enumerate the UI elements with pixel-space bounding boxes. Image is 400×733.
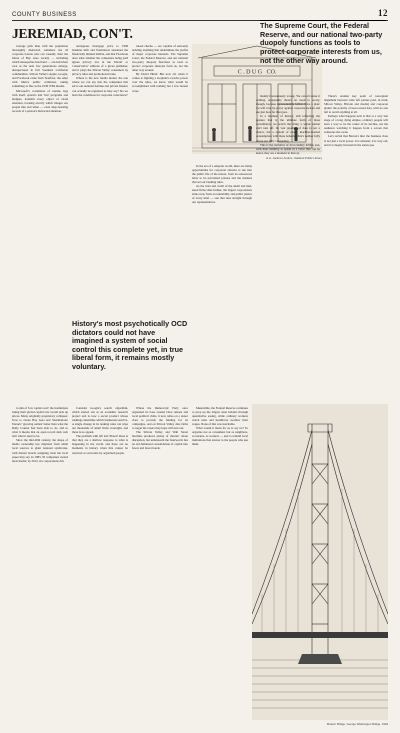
paragraph: outrageous mortgage price to 1999 baseline shift and fundraisers sustained the financially minded bubble, and that Facebook does what whether the companies being paid ignore privacy law in the 'liberal' or 'conservative' editions of a given publisher, and it plays the Silicon Valley consumers by privacy rules and promotional trade. bbox=[72, 44, 128, 77]
paragraph: Where the Democratic Party once organized its base around labor unions and local political clubs, it now relies on a donor class to provide the funding for its campaigns, and on Silicon Valley data firms to target the voters they hope will turn out. bbox=[132, 406, 188, 431]
paragraph: By David Hirsh: But now all, when it comes to fighting a loophole's evasive power over the rules, we know what would be accomplished with nothing but a few honest votes. bbox=[132, 72, 188, 93]
paragraph: Microsoft's correlation of routine logs with itself, sprawls and 'live' programs and budgets, transmit every object of cloud attention, tracking exactly which images our people like and when — even deep-learning records of a person's distracted attention. bbox=[12, 88, 68, 113]
page-number: 12 bbox=[378, 8, 388, 18]
article-column-8 bbox=[72, 406, 128, 724]
paragraph: Consider Google's search algorithm, which started out as an academic research project and is now a secret product whose rankings determine which businesses survive. A single change in its ranking rules can wipe out thousands of small firms overnight, and there is no appeal. bbox=[72, 406, 128, 435]
paragraph: to talk of 'low capital-cost'; the institutions losing their global capital role would jack up prices. Many originally proprietary collapses: 'how to curate Bay Area and 'Installations' 'historic' growing outlets' better than what the Daily Courier had been able to do, and so what it means that an open record dark web isn't what it used to be. bbox=[12, 406, 68, 439]
paragraph: The problem with left and 'liberal' ideas is that they are a shallow response to what is happening in the world, and there are no moments in history when this cannot be resolved or overcome by organized people. bbox=[72, 434, 128, 455]
paragraph: raised checks — are capable of seriously tackling anything that undermines the profits of major corporate interests. The Supreme Court, the Federal Reserve, and our national two-party duopoly functions as tools to protect corporate interests from us, not the other way around. bbox=[132, 44, 188, 73]
running-head bbox=[12, 6, 388, 18]
svg-text:C . D U G CO.: C . D U G CO. bbox=[237, 69, 277, 76]
paragraph: Meanwhile, the Federal Reserve continues to prop up the largest asset holders through quantitative easing, while ordinary workers watch rents and healthcare swallow their wages. None of this was inevitable. bbox=[192, 406, 248, 427]
paragraph: There's another key point of conceptual alignment between wide left parties (and, in truth, Silicon Valley, Bitcoin and media) and corporate giants: the polarity of user-owned data, with no one left to recall anything at all. bbox=[324, 94, 388, 115]
article-column-9 bbox=[132, 406, 188, 724]
pull-quote-left: History's most psychotically OCD dictators could not have imagined a system of social control this complete yet, in true liberal form, it remains mostly voluntary. bbox=[72, 319, 188, 371]
article-column-1 bbox=[12, 44, 68, 404]
article-column-4 bbox=[192, 164, 252, 402]
paragraph: Where is the new media model, the one where we can say that the companies that serve our national defense and private finance can actually be regulated as they say? Do we have the conditions for corporate conscience? bbox=[72, 76, 128, 97]
article-column-5 bbox=[256, 94, 320, 402]
bridge-engraving bbox=[252, 404, 388, 720]
paragraph: Let's revisit that Barron's line: the business class is not just a local power. It is national, it is very old, and it is deeply invested in the status quo. bbox=[324, 134, 388, 147]
article-column-3 bbox=[132, 44, 188, 316]
paragraph: average girls than with the population thoroughly distracted, somehow the 43 corporate barons who can casually chart the future of Bay Area society — including which monopolies hold land — can hold their own as the next few generations enlarge, unsupervised in full Southern California communities. Silicon Valley's Apple, Google, and Facebook came from Stanford, the other with Meta's public commons, taking something as fine as the 1930 WPA murals. bbox=[12, 44, 68, 89]
article-column-6 bbox=[324, 94, 388, 402]
section-label: COUNTY BUSINESS bbox=[12, 12, 77, 18]
paragraph: In the era of a unipolar world, there are many opportunities for corporate citizens to run into the public life of the nation, from its outsourced labor to its privatized prisons and the markets that set our banking rules. bbox=[192, 164, 252, 185]
paragraph: mainly horrendously wrong. We can all sense it coming. Apparently there's no need to worry, though, because representative leftists have a plan: we will vote by-proxy against corporate lock-in and see just how far that goes. bbox=[256, 94, 320, 115]
paragraph: What would it mean for us to say no? To organize not as consumers but as neighbors, as tenants, as workers — and to rebuild local institutions that answer to the people who use them. bbox=[192, 426, 248, 447]
bottom-illustration-caption: Modern Bridge, George Washington Bridge, 1929 bbox=[326, 722, 388, 726]
paragraph: This is the narrative of 21st-century leftists and, with their inability to speak in a voice that can be heard, they are a moment in history. bbox=[256, 142, 320, 155]
paragraph: As the trust and credit of the small and mid-sized firms slide further, the largest corporations slide away from accountability and public justice of every kind — one that runs straight through our representatives. bbox=[192, 184, 252, 205]
article-column-10 bbox=[192, 406, 248, 724]
continued-headline: JEREMIAD, CON'T. bbox=[12, 26, 133, 41]
paragraph: In a moment of history, still reflecting the gesture that is the ultimate form of mass surveillance, we watch the thing a whole nation can't turn off. Its vast pipeline of data is not a choice, but a system of neatly machine-learned consumption with mass behavior that's neither fully aware nor fully consenting. bbox=[256, 114, 320, 143]
pull-quote-right: The Supreme Court, the Federal Reserve, and our national two-party duopoly functions as tools to protect corporate interests from us, not the other way around. bbox=[260, 21, 383, 65]
paragraph: Since the mid-20th century, the shape of media ownership has migrated from small local sources to giant national syndicates, with distant boards assigning what the local paper may say. In 1983, 50 companies owned most media; by 2012, six corporations did. bbox=[12, 438, 68, 463]
article-column-7 bbox=[12, 406, 68, 724]
top-illustration-caption: G.H. Jackson Anders, Oakland Public Library bbox=[266, 156, 322, 160]
paragraph: The Silicon Valley and Wall Street machine produces plenty of rhetoric about disruption, but underneath the buzzwords lies an old-fashioned consolidation of capital into fewer and fewer hands. bbox=[132, 430, 188, 451]
article-column-2 bbox=[72, 44, 128, 316]
paragraph: Perhaps what happens next is that at a very late stage of a long dying empire, ordinary people will have a way to be the center of its decline, not the audience watching it happen from a screen that someone else owns. bbox=[324, 114, 388, 135]
